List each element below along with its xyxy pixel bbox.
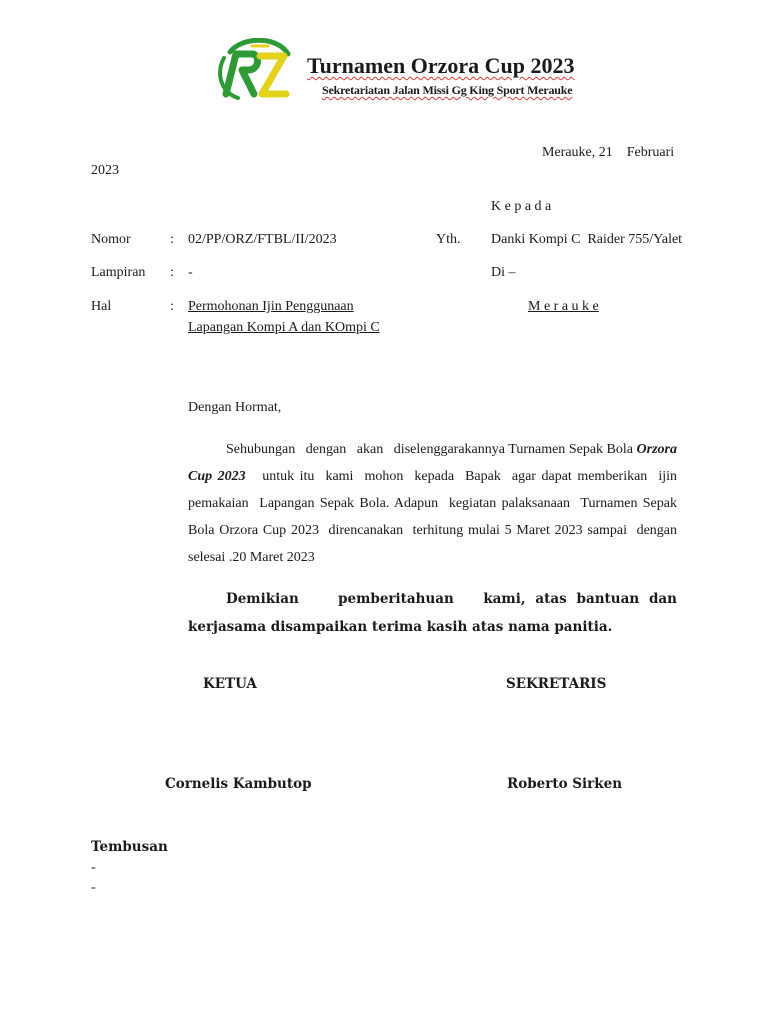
greeting: Dengan Hormat, bbox=[188, 400, 282, 415]
body1-post: untuk itu kami mohon kepada Bapak agar dapat memberikan ijin pemakaian Lapangan Sepak Bola. Adapun kegiatan palaksanaan Turnamen Sepak Bola Orzora Cup 2023 direncanakan terhitung mulai 5 Maret 2023 sampai dengan selesai .20 Maret 2023 bbox=[188, 469, 685, 565]
body1-pre: Sehubungan dengan akan diselenggarakannya Turnamen Sepak Bola bbox=[226, 442, 637, 457]
place-date-line2: 2023 bbox=[91, 163, 119, 178]
letterhead-title: Turnamen Orzora Cup 2023 bbox=[307, 53, 575, 78]
hal-label: Hal bbox=[91, 299, 112, 314]
lampiran-label: Lampiran bbox=[91, 265, 146, 280]
recipient-city: M e r a u k e bbox=[528, 299, 599, 314]
svg-text:RZ: RZ bbox=[212, 99, 215, 101]
kepada-label: K e p a d a bbox=[491, 199, 552, 214]
tembusan-item: - bbox=[91, 880, 96, 895]
nomor-label: Nomor bbox=[91, 232, 131, 247]
body1-event-name: Orzora Cup 2023 bbox=[188, 442, 681, 484]
hal-colon: : bbox=[170, 299, 174, 314]
body-paragraph-1 bbox=[188, 436, 685, 571]
lampiran-colon: : bbox=[170, 265, 174, 280]
tembusan-label: Tembusan bbox=[91, 839, 168, 855]
nomor-colon: : bbox=[170, 232, 174, 247]
place-date-line1: Merauke, 21 Februari bbox=[542, 145, 675, 160]
body-paragraph-2: Demikian pemberitahuan kami, atas bantuan dan kerjasama disampaikan terima kasih atas nama panitia. bbox=[188, 591, 682, 635]
nomor-value: 02/PP/ORZ/FTBL/II/2023 bbox=[188, 232, 337, 247]
tembusan-item: - bbox=[91, 860, 96, 875]
letterhead-address: Sekretariatan Jalan Missi Gg King Sport Merauke bbox=[322, 83, 573, 97]
ketua-title: KETUA bbox=[203, 676, 257, 692]
recipient-name: Danki Kompi C Raider 755/Yalet bbox=[491, 232, 683, 247]
sekretaris-name: Roberto Sirken bbox=[507, 776, 623, 792]
hal-value-line1: Permohonan Ijin Penggunaan bbox=[188, 299, 354, 314]
lampiran-value: - bbox=[188, 265, 193, 280]
orzora-logo bbox=[208, 38, 294, 102]
hal-value-line2: Lapangan Kompi A dan KOmpi C bbox=[188, 320, 380, 335]
recipient-di: Di – bbox=[491, 265, 516, 280]
yth-label: Yth. bbox=[436, 232, 461, 247]
ketua-name: Cornelis Kambutop bbox=[165, 776, 312, 792]
sekretaris-title: SEKRETARIS bbox=[506, 676, 607, 692]
